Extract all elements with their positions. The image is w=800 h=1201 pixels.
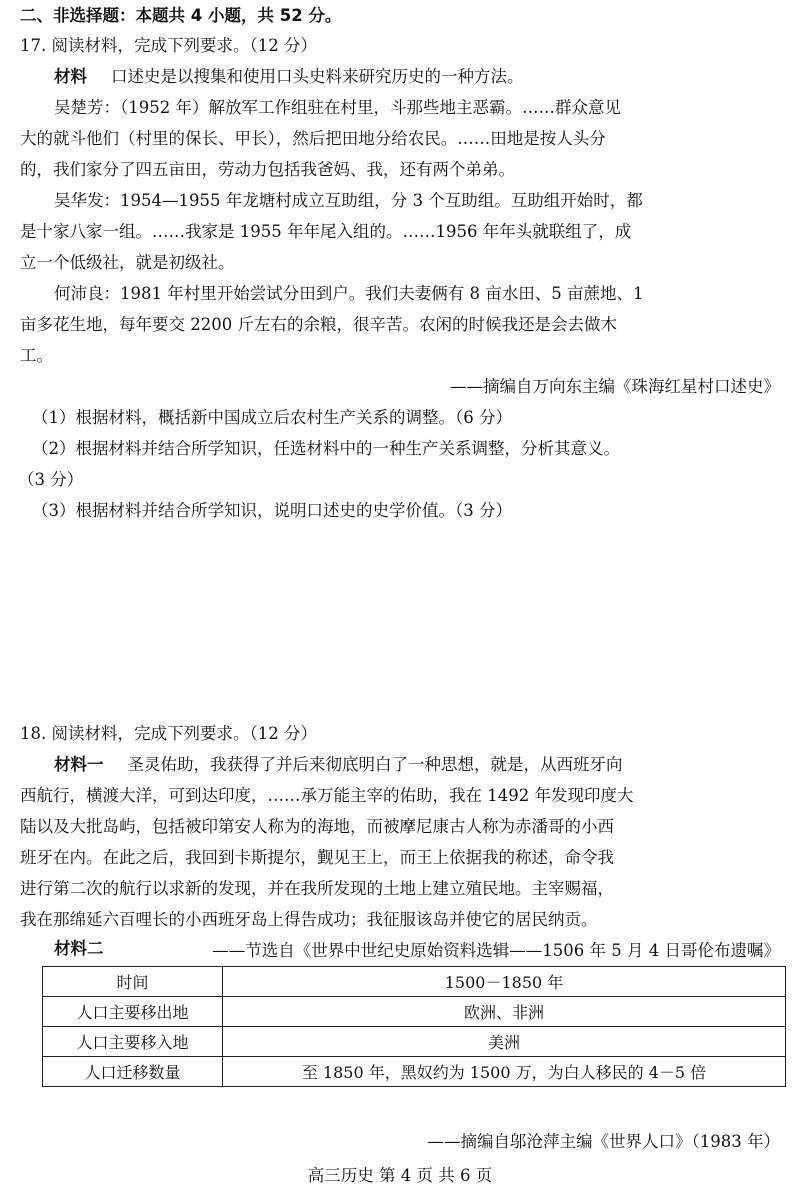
q18-material2-label: 材料二 xyxy=(54,939,104,958)
q18-material1-line xyxy=(54,753,623,777)
q17-material-intro: 口述史是以搜集和使用口头史料来研究历史的一种方法。 xyxy=(111,67,524,86)
q17-source: ——摘编自万向东主编《珠海红星村口述史》 xyxy=(450,377,780,396)
q17-text-line: 大的就斗他们（村里的保长、甲长），然后把田地分给农民。……田地是按人头分 xyxy=(20,129,606,148)
q17-text-line: 立一个低级社，就是初级社。 xyxy=(20,253,235,272)
q17-material-label: 材料 xyxy=(54,67,87,86)
table-row xyxy=(43,1057,786,1087)
q17-text-line: 工。 xyxy=(20,346,53,365)
q17-text-line: 何沛良：1981 年村里开始尝试分田到户。我们夫妻俩有 8 亩水田、5 亩蔗地、1 xyxy=(54,284,644,303)
q18-material1-label: 材料一 xyxy=(54,755,104,774)
q17-text-line: 吴楚芳：（1952 年）解放军工作组驻在村里，斗那些地主恶霸。……群众意见 xyxy=(54,98,621,117)
q17-subquestion-1: （1）根据材料，概括新中国成立后农村生产关系的调整。（6 分） xyxy=(32,408,512,427)
q18-source-1: ——节选自《世界中世纪史原始资料选辑——1506 年 5 月 4 日哥伦布遗嘱》 xyxy=(212,941,780,960)
q17-subquestion-3: （3）根据材料并结合所学知识，说明口述史的史学价值。（3 分） xyxy=(32,501,512,520)
migration-table xyxy=(42,966,786,1087)
q17-material-line xyxy=(54,65,524,89)
table-row xyxy=(43,967,786,997)
section-header: 二、非选择题：本题共 4 小题，共 52 分。 xyxy=(20,6,342,25)
table-key-cell: 人口主要移出地 xyxy=(43,997,223,1027)
table-row xyxy=(43,997,786,1027)
table-key-cell: 人口主要移入地 xyxy=(43,1027,223,1057)
q18-source-2: ——摘编自邬沧萍主编《世界人口》（1983 年） xyxy=(427,1132,780,1151)
q17-subquestion-2: （2）根据材料并结合所学知识，任选材料中的一种生产关系调整，分析其意义。 xyxy=(32,439,620,458)
page-footer: 高三历史 第 4 页 共 6 页 xyxy=(307,1166,493,1185)
q17-text-line: 的，我们家分了四五亩田，劳动力包括我爸妈、我，还有两个弟弟。 xyxy=(20,160,515,179)
table-key-cell: 时间 xyxy=(43,967,223,997)
table-value-cell: 美洲 xyxy=(223,1027,786,1057)
q18-text-line: 班牙在内。在此之后，我回到卡斯提尔，觐见王上，而王上依据我的称述，命令我 xyxy=(20,848,614,867)
table-row xyxy=(43,1027,786,1057)
q18-text-line: 进行第二次的航行以求新的发现，并在我所发现的土地上建立殖民地。主宰赐福， xyxy=(20,879,614,898)
q17-text-line: 亩多花生地，每年要交 2200 斤左右的余粮，很辛苦。农闲的时候我还是会去做木 xyxy=(20,315,617,334)
q18-text-line: 西航行，横渡大洋，可到达印度，……承万能主宰的佑助，我在 1492 年发现印度大 xyxy=(20,786,634,805)
table-value-cell: 欧洲、非洲 xyxy=(223,997,786,1027)
q17-text-line: 吴华发：1954—1955 年龙塘村成立互助组，分 3 个互助组。互助组开始时，都 xyxy=(54,191,643,210)
q18-heading: 18. 阅读材料，完成下列要求。（12 分） xyxy=(20,724,317,743)
q17-heading: 17. 阅读材料，完成下列要求。（12 分） xyxy=(20,36,317,55)
q17-subquestion-2-score: （3 分） xyxy=(18,470,84,489)
q18-text-line: 圣灵佑助，我获得了并后来彻底明白了一种思想，就是，从西班牙向 xyxy=(127,755,623,774)
q18-text-line: 陆以及大批岛屿，包括被印第安人称为的海地，而被摩尼康古人称为赤潘哥的小西 xyxy=(20,817,614,836)
table-value-cell: 至 1850 年，黑奴约为 1500 万，为白人移民的 4－5 倍 xyxy=(223,1057,786,1087)
q17-text-line: 是十家八家一组。……我家是 1955 年年尾入组的。……1956 年年头就联组了，成 xyxy=(20,222,632,241)
table-value-cell: 1500－1850 年 xyxy=(223,967,786,997)
table-key-cell: 人口迁移数量 xyxy=(43,1057,223,1087)
q18-text-line: 我在那绵延六百哩长的小西班牙岛上得告成功；我征服该岛并使它的居民纳贡。 xyxy=(20,910,598,929)
